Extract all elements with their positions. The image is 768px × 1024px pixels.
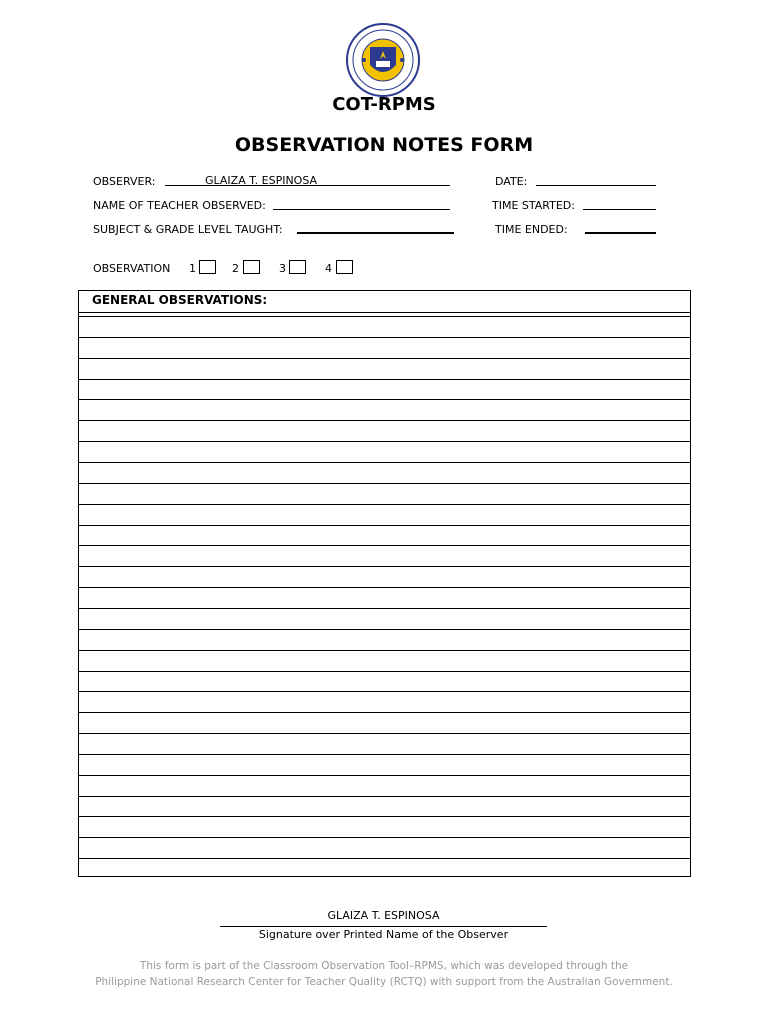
table-row[interactable] bbox=[78, 650, 691, 651]
table-row[interactable] bbox=[78, 858, 691, 859]
teacher-observed-label: NAME OF TEACHER OBSERVED: bbox=[93, 199, 266, 212]
observer-label: OBSERVER: bbox=[93, 175, 156, 188]
table-row[interactable] bbox=[78, 462, 691, 463]
observation-option-1-label: 1 bbox=[189, 262, 196, 275]
table-row[interactable] bbox=[78, 691, 691, 692]
table-row[interactable] bbox=[78, 816, 691, 817]
table-row[interactable] bbox=[78, 608, 691, 609]
date-label: DATE: bbox=[495, 175, 528, 188]
table-row[interactable] bbox=[78, 483, 691, 484]
table-row[interactable] bbox=[78, 504, 691, 505]
table-row[interactable] bbox=[78, 629, 691, 630]
signature-caption: Signature over Printed Name of the Observer bbox=[258, 928, 509, 941]
table-row[interactable] bbox=[78, 837, 691, 838]
general-observations-heading: GENERAL OBSERVATIONS: bbox=[92, 293, 268, 307]
observation-checkbox-1[interactable] bbox=[199, 260, 216, 274]
table-row[interactable] bbox=[78, 441, 691, 442]
table-row[interactable] bbox=[78, 775, 691, 776]
time-started-label: TIME STARTED: bbox=[492, 199, 575, 212]
observation-option-2-label: 2 bbox=[232, 262, 239, 275]
date-line bbox=[536, 185, 656, 186]
table-row[interactable] bbox=[78, 379, 691, 380]
table-row[interactable] bbox=[78, 712, 691, 713]
time-started-line bbox=[583, 209, 656, 210]
table-row[interactable] bbox=[78, 420, 691, 421]
subject-grade-line bbox=[297, 232, 454, 234]
table-row[interactable] bbox=[78, 358, 691, 359]
signature-printed-name: GLAIZA T. ESPINOSA bbox=[327, 909, 440, 922]
observation-checkbox-4[interactable] bbox=[336, 260, 353, 274]
observation-option-3-label: 3 bbox=[279, 262, 286, 275]
table-row[interactable] bbox=[78, 733, 691, 734]
table-row[interactable] bbox=[78, 316, 691, 317]
subject-grade-label: SUBJECT & GRADE LEVEL TAUGHT: bbox=[93, 223, 283, 236]
table-row[interactable] bbox=[78, 566, 691, 567]
observer-value[interactable]: GLAIZA T. ESPINOSA bbox=[205, 174, 318, 187]
table-row[interactable] bbox=[78, 671, 691, 672]
deped-seal-logo bbox=[346, 23, 420, 97]
observation-label: OBSERVATION bbox=[93, 262, 171, 275]
table-row[interactable] bbox=[78, 399, 691, 400]
footer-note-line-2: Philippine National Research Center for Teacher Quality (RCTQ) with support from the Australian Government. bbox=[95, 976, 673, 988]
time-ended-label: TIME ENDED: bbox=[495, 223, 568, 236]
table-row[interactable] bbox=[78, 337, 691, 338]
table-row[interactable] bbox=[78, 796, 691, 797]
form-subtitle: OBSERVATION NOTES FORM bbox=[234, 134, 534, 156]
teacher-observed-line bbox=[273, 209, 450, 210]
signature-line bbox=[220, 926, 547, 927]
observation-checkbox-3[interactable] bbox=[289, 260, 306, 274]
table-row[interactable] bbox=[78, 754, 691, 755]
table-row[interactable] bbox=[78, 525, 691, 526]
table-header-separator bbox=[78, 312, 691, 313]
observation-option-4-label: 4 bbox=[325, 262, 332, 275]
form-title: COT-RPMS bbox=[332, 94, 436, 115]
observation-checkbox-2[interactable] bbox=[243, 260, 260, 274]
footer-note-line-1: This form is part of the Classroom Observation Tool–RPMS, which was developed through the bbox=[139, 960, 629, 972]
table-row[interactable] bbox=[78, 587, 691, 588]
time-ended-line bbox=[585, 232, 656, 234]
table-row[interactable] bbox=[78, 545, 691, 546]
